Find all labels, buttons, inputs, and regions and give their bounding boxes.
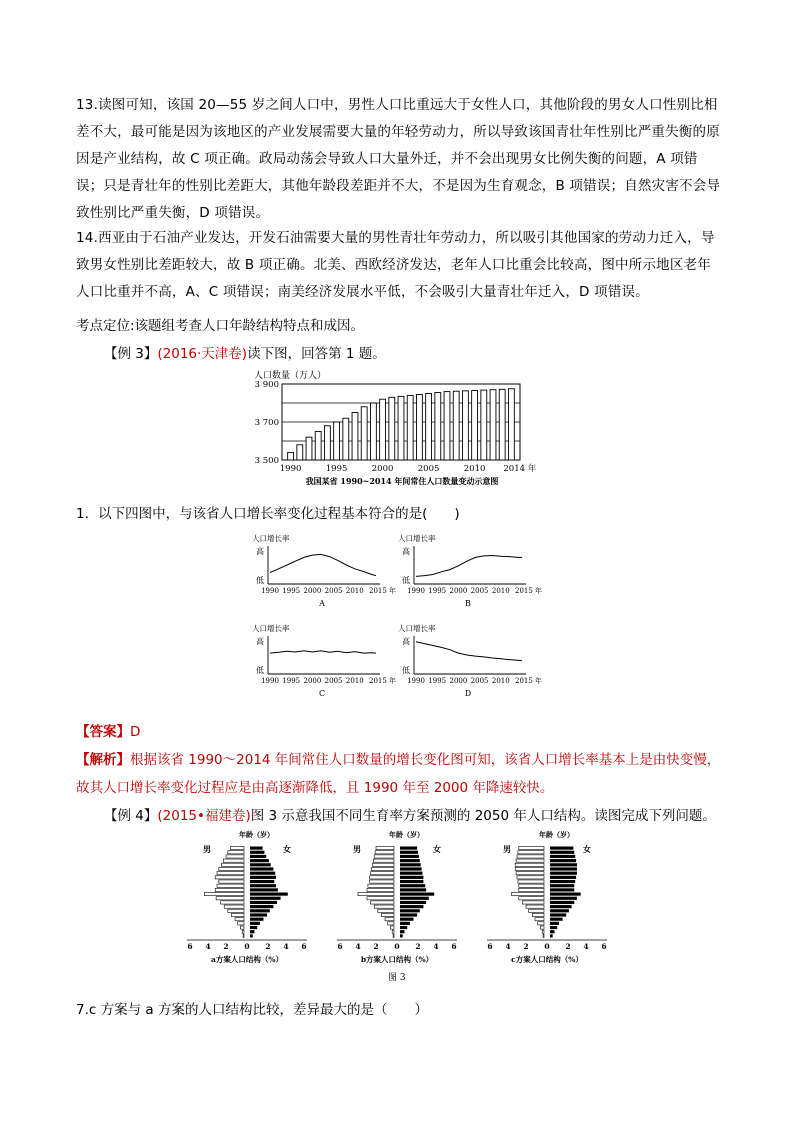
male-bar (376, 847, 394, 850)
male-bar (371, 872, 394, 875)
male-bar (522, 901, 544, 904)
bar (380, 399, 386, 460)
x-tick-label: 2000 (303, 587, 322, 595)
bar (508, 389, 514, 460)
male-bar (373, 859, 394, 862)
low-label: 低 (402, 576, 410, 585)
male-bar (242, 930, 244, 933)
female-bar (400, 930, 405, 933)
paragraph-13: 13.读图可知，该国 20—55 岁之间人口中，男性人口比重远大于女性人口，其他阶段的男女人口性别比相差不大，最可能是因为该地区的产业发展需要大量的年轻劳动力，所以导致该国青壮年性别比严重失衡的原因是产业结构，故 C 项正确。政局动荡会导致人口大量外迁，并不会出现男女比例失衡的问题，A 项错误；只是青壮年的性别比差距大，其他年龄段差距并不大，不是因为生育观念，B 项错误；自然灾害不会导致性别比严重失衡，D 项错误。 (76, 97, 721, 221)
y-axis-label: 人口数量（万人） (254, 371, 327, 381)
male-bar (221, 901, 244, 904)
x-tick-label: 2010 (345, 677, 364, 685)
male-label: 男 (353, 844, 361, 854)
male-bar (371, 901, 394, 904)
line-chart-D (398, 624, 544, 704)
female-bar (400, 934, 403, 937)
female-bar (400, 913, 417, 916)
male-bar (215, 876, 244, 879)
female-bar (400, 909, 420, 912)
example-4-heading (104, 804, 716, 824)
bar (462, 391, 468, 460)
y-axis-label: 人口增长率 (252, 624, 290, 633)
male-bar (226, 855, 244, 858)
male-bar (367, 897, 394, 900)
female-bar (400, 876, 423, 879)
answer-value: D (130, 724, 141, 740)
female-bar (400, 926, 407, 929)
female-bar (400, 884, 425, 887)
x-tick-label: 6 (601, 942, 607, 951)
line-chart-C (252, 624, 398, 704)
female-bar (250, 913, 267, 916)
female-bar (400, 918, 414, 921)
bar (352, 413, 358, 461)
bar (472, 390, 478, 460)
high-label: 高 (256, 547, 264, 556)
high-label: 高 (256, 637, 264, 646)
male-bar (231, 913, 244, 916)
x-tick-label: 2005 (417, 464, 440, 474)
x-tick-label: 4 (355, 942, 361, 951)
male-bar (518, 851, 544, 854)
female-bar (550, 926, 557, 929)
male-bar (238, 922, 244, 925)
x-tick-label: 0 (244, 942, 250, 951)
female-bar (400, 855, 419, 858)
male-bar (228, 909, 244, 912)
series-line (270, 651, 376, 653)
line-chart-A (252, 534, 398, 614)
bar (416, 394, 422, 460)
male-bar (378, 909, 394, 912)
x-tick-label: 2005 (470, 587, 489, 595)
bar (288, 452, 294, 460)
bar (306, 437, 312, 460)
male-bar (374, 855, 394, 858)
female-bar (400, 859, 420, 862)
x-tick-label: 6 (451, 942, 457, 951)
female-bar (550, 918, 563, 921)
female-bar (550, 863, 577, 866)
male-bar (542, 930, 544, 933)
paragraph-14: 14.西亚由于石油产业发达，开发石油需要大量的男性青壮年劳动力，所以吸引其他国家的劳动力迁入，导致男女性别比差距较大，故 B 项正确。北美、西欧经济发达，老年人口比重会比较高，图中所示地区老年人口比重并不高，A、C 项错误；南美经济发展水平低，不会吸引大量青壮年迁入，D 项错误。 (76, 230, 715, 300)
female-bar (250, 888, 278, 891)
male-bar (235, 918, 244, 921)
bar (426, 394, 432, 461)
male-bar (381, 913, 394, 916)
female-bar (550, 867, 577, 870)
female-bar (250, 922, 260, 925)
female-label: 女 (283, 844, 291, 854)
female-bar (550, 905, 572, 908)
male-bar (388, 922, 394, 925)
high-label: 高 (402, 637, 410, 646)
male-bar (223, 859, 244, 862)
female-bar (550, 880, 575, 883)
age-label: 年龄（岁） (239, 830, 274, 839)
female-bar (250, 872, 275, 875)
female-bar (250, 876, 276, 879)
female-bar (400, 847, 417, 850)
x-tick-label: 2 (565, 942, 571, 951)
population-bar-chart (252, 366, 552, 496)
female-bar (550, 893, 581, 896)
female-bar (250, 934, 253, 937)
male-bar (529, 909, 544, 912)
bar (343, 418, 349, 460)
female-bar (550, 913, 566, 916)
series-line (416, 642, 522, 661)
male-bar (519, 897, 544, 900)
female-bar (550, 855, 575, 858)
analysis-text-1: 根据该省 1990～2014 年间常住人口数量的增长变化图可知，该省人口增长率基本上是由快变慢， (130, 752, 721, 768)
x-tick-label: 6 (487, 942, 493, 951)
series-line (270, 554, 376, 575)
chart-label: B (465, 599, 471, 608)
male-bar (532, 913, 544, 916)
example-3-text: 读下图，回答第 1 题。 (247, 346, 386, 362)
male-bar (215, 888, 244, 891)
analysis-line-2: 故其人口增长率变化过程应是由高逐渐降低，且 1990 年至 2000 年降速较快。 (76, 780, 554, 796)
female-bar (250, 884, 276, 887)
male-bar (367, 888, 394, 891)
x-tick-label: 0 (544, 942, 550, 951)
x-tick-label: 4 (583, 942, 589, 951)
x-tick-label: 1995 (428, 587, 447, 595)
bar (315, 432, 321, 461)
bar (324, 426, 330, 460)
male-bar (392, 930, 394, 933)
bar (444, 392, 450, 460)
bar (481, 390, 487, 460)
male-bar (219, 867, 244, 870)
example-3-source: (2016·天津卷) (157, 346, 248, 362)
y-axis-label: 人口增长率 (398, 534, 436, 543)
male-bar (519, 888, 544, 891)
answer-tag: 【答案】 (76, 724, 130, 740)
female-bar (250, 897, 281, 900)
x-tick-label: 4 (205, 942, 211, 951)
male-bar (243, 934, 244, 937)
male-bar (222, 863, 245, 866)
x-tick-label: 4 (283, 942, 289, 951)
male-bar (231, 847, 245, 850)
male-bar (519, 847, 544, 850)
female-bar (550, 859, 576, 862)
male-bar (358, 893, 394, 896)
male-bar (370, 876, 394, 879)
female-bar (550, 922, 559, 925)
x-tick-label: 0 (394, 942, 400, 951)
x-tick-label: 1995 (428, 677, 447, 685)
y-tick-label: 3 900 (254, 380, 279, 390)
x-tick-label: 2010 (491, 587, 510, 595)
male-bar (526, 905, 544, 908)
bar (490, 390, 496, 460)
x-tick-label: 2 (373, 942, 379, 951)
x-tick-label: 2000 (449, 587, 468, 595)
pyramid-plan-c (472, 830, 622, 968)
x-tick-label: 2010 (491, 677, 510, 685)
analysis-line-1 (76, 748, 720, 768)
x-tick-label: 1990 (261, 677, 279, 685)
bar (389, 397, 395, 460)
x-tick-label: 2010 (463, 464, 486, 474)
x-tick-label: 6 (337, 942, 343, 951)
y-tick-label: 3 700 (254, 418, 279, 428)
kaodian-line: 考点定位:该题组考查人口年龄结构特点和成因。 (76, 318, 365, 334)
x-tick-label: 2 (223, 942, 229, 951)
female-bar (250, 859, 269, 862)
male-bar (517, 876, 544, 879)
line-chart-B (398, 534, 544, 614)
male-bar (374, 905, 394, 908)
female-bar (400, 897, 429, 900)
x-tick-label: 2015 年 (369, 587, 397, 595)
female-bar (250, 851, 264, 854)
high-label: 高 (402, 547, 410, 556)
example-4-text: 图 3 示意我国不同生育率方案预测的 2050 年人口结构。读图完成下列问题。 (250, 808, 716, 824)
analysis-tag: 【解析】 (76, 752, 130, 768)
y-axis-label: 人口增长率 (398, 624, 436, 633)
female-bar (550, 884, 574, 887)
female-bar (250, 926, 257, 929)
y-tick-label: 3 500 (254, 456, 279, 466)
female-bar (550, 934, 553, 937)
x-tick-label: 2005 (324, 677, 343, 685)
female-bar (550, 851, 574, 854)
example-4-source: (2015•福建卷) (157, 808, 251, 824)
male-bar (372, 867, 395, 870)
x-tick-label: 2 (265, 942, 271, 951)
male-bar (240, 926, 244, 929)
male-bar (370, 880, 394, 883)
x-tick-label: 2 (523, 942, 529, 951)
x-tick-label: 2000 (303, 677, 322, 685)
female-bar (550, 909, 569, 912)
female-bar (250, 847, 263, 850)
x-tick-label: 2005 (470, 677, 489, 685)
female-bar (250, 930, 255, 933)
male-label: 男 (503, 844, 511, 854)
x-tick-label: 2014 年 (503, 464, 537, 474)
male-bar (385, 918, 394, 921)
figure-3-label: 图 3 (388, 973, 406, 983)
female-bar (550, 872, 577, 875)
bar (453, 391, 459, 460)
question-1: 1．以下四图中，与该省人口增长率变化过程基本符合的是( ) (76, 506, 460, 522)
male-bar (517, 855, 544, 858)
female-bar (550, 876, 576, 879)
male-bar (228, 851, 244, 854)
female-bar (250, 880, 274, 883)
chart-label: C (318, 689, 326, 698)
female-bar (400, 901, 426, 904)
series-line (416, 556, 522, 577)
male-bar (390, 926, 394, 929)
pyramid-caption: c方案人口结构（%） (511, 955, 583, 964)
pyramid-caption: b方案人口结构（%） (360, 955, 434, 964)
pyramid-plan-b (322, 830, 472, 968)
x-tick-label: 2 (415, 942, 421, 951)
low-label: 低 (256, 576, 264, 585)
male-bar (393, 934, 394, 937)
x-tick-label: 1990 (407, 677, 425, 685)
x-tick-label: 2005 (324, 587, 343, 595)
male-bar (543, 934, 544, 937)
male-bar (538, 922, 544, 925)
pyramid-caption: a方案人口结构（%） (211, 955, 283, 964)
x-tick-label: 2000 (449, 677, 468, 685)
x-tick-label: 2015 年 (369, 677, 397, 685)
x-tick-label: 2000 (371, 464, 394, 474)
chart-label: D (464, 689, 472, 698)
female-bar (250, 867, 273, 870)
chart-title: 我国某省 1990~2014 年间常住人口数量变动示意图 (305, 476, 499, 486)
male-bar (519, 884, 544, 887)
x-tick-label: 6 (301, 942, 307, 951)
male-bar (512, 893, 544, 896)
bar (334, 422, 340, 460)
female-bar (400, 863, 421, 866)
example-3-tag: 【例 3】 (104, 346, 158, 362)
male-bar (217, 884, 244, 887)
bar (370, 403, 376, 460)
male-bar (204, 893, 244, 896)
y-axis-label: 人口增长率 (252, 534, 290, 543)
female-bar (400, 851, 418, 854)
pyramid-plan-a (172, 830, 322, 968)
female-bar (400, 888, 426, 891)
bar (499, 389, 505, 460)
male-bar (518, 880, 544, 883)
male-bar (516, 859, 544, 862)
x-tick-label: 2010 (345, 587, 364, 595)
x-tick-label: 1990 (279, 464, 302, 474)
female-bar (550, 847, 573, 850)
female-bar (400, 872, 423, 875)
answer-line (76, 720, 140, 740)
male-bar (375, 851, 394, 854)
male-bar (219, 880, 244, 883)
x-tick-label: 2015 年 (515, 677, 543, 685)
male-bar (224, 905, 244, 908)
female-label: 女 (433, 844, 441, 854)
bar (297, 445, 303, 460)
bar (361, 407, 367, 460)
age-label: 年龄（岁） (389, 830, 424, 839)
male-bar (216, 897, 244, 900)
male-bar (372, 863, 394, 866)
x-tick-label: 1990 (261, 587, 279, 595)
male-bar (540, 926, 544, 929)
female-bar (400, 867, 422, 870)
x-tick-label: 4 (433, 942, 439, 951)
bar (435, 393, 441, 460)
x-tick-label: 4 (505, 942, 511, 951)
bar (398, 396, 404, 460)
x-tick-label: 1995 (282, 587, 301, 595)
age-label: 年龄（岁） (539, 830, 574, 839)
female-bar (400, 893, 434, 896)
example-3-heading (104, 342, 386, 362)
female-bar (250, 893, 288, 896)
female-bar (250, 905, 273, 908)
female-bar (250, 863, 271, 866)
male-bar (515, 863, 544, 866)
low-label: 低 (402, 666, 410, 675)
female-bar (400, 880, 423, 883)
question-7: 7.c 方案与 a 方案的人口结构比较，差异最大的是（ ） (76, 1002, 428, 1018)
female-bar (250, 918, 264, 921)
male-bar (535, 918, 544, 921)
female-bar (550, 930, 555, 933)
male-bar (516, 872, 544, 875)
male-bar (515, 867, 544, 870)
example-4-tag: 【例 4】 (104, 808, 158, 824)
x-tick-label: 1995 (325, 464, 348, 474)
low-label: 低 (256, 666, 264, 675)
female-bar (250, 901, 277, 904)
female-bar (550, 901, 574, 904)
female-bar (400, 905, 423, 908)
male-bar (368, 884, 394, 887)
female-bar (250, 909, 270, 912)
female-bar (400, 922, 410, 925)
chart-label: A (319, 599, 325, 608)
male-label: 男 (203, 844, 211, 854)
bar (407, 395, 413, 460)
x-tick-label: 1995 (282, 677, 301, 685)
x-tick-label: 2015 年 (515, 587, 543, 595)
female-bar (250, 855, 266, 858)
x-tick-label: 1990 (407, 587, 425, 595)
female-bar (550, 897, 577, 900)
female-bar (550, 888, 574, 891)
male-bar (217, 872, 244, 875)
female-label: 女 (583, 844, 591, 854)
x-tick-label: 6 (187, 942, 193, 951)
